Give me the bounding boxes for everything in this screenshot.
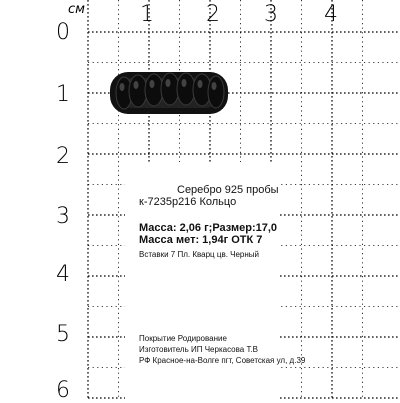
ruler-x-label-2: 2 xyxy=(206,2,220,27)
tag-coating: Покрытие Родирование xyxy=(139,334,227,343)
ruler-unit-label: см xyxy=(68,2,85,17)
ruler-y-label-6: 6 xyxy=(56,378,70,403)
gemstone-highlight xyxy=(150,80,155,88)
ruler-y-label-4: 4 xyxy=(56,262,70,287)
tag-article: к-7235р216 Кольцо xyxy=(139,196,237,208)
gemstone-highlight xyxy=(134,81,139,89)
gemstone-highlight xyxy=(212,82,217,90)
tag-manufacturer: Изготовитель ИП Черкасова Т.В xyxy=(139,345,258,354)
ruler-x-label-3: 3 xyxy=(264,2,278,27)
ruler-y-label-1: 1 xyxy=(56,82,70,107)
ruler-y-label-0: 0 xyxy=(56,20,70,45)
gemstone-highlight xyxy=(120,83,125,91)
tag-inserts: Вставки 7 Пл. Кварц цв. Черный xyxy=(139,250,260,259)
gemstone xyxy=(177,73,195,105)
gemstone-highlight xyxy=(198,80,203,88)
tag-weight-size: Масса: 2,06 г;Размер:17,0 xyxy=(139,222,278,234)
tag-material: Серебро 925 пробы xyxy=(177,184,279,196)
gemstone-highlight xyxy=(166,79,171,87)
gemstone xyxy=(208,76,224,108)
gemstone xyxy=(161,73,179,105)
gemstone xyxy=(129,75,147,107)
tag-address: РФ Красное-на-Волге пгт, Советская ул, д.39 xyxy=(139,356,306,365)
ruler-x-label-1: 1 xyxy=(140,2,154,27)
ring-jewelry xyxy=(110,72,228,114)
gemstone xyxy=(145,74,163,106)
tag-metal-weight: Масса мет: 1,94г ОТК 7 xyxy=(139,234,263,246)
gemstone-highlight xyxy=(182,79,187,87)
ruler-y-label-5: 5 xyxy=(56,322,70,347)
ruler-x-label-4: 4 xyxy=(324,2,338,27)
ruler-y-label-2: 2 xyxy=(56,144,70,169)
ruler-y-label-3: 3 xyxy=(56,204,70,229)
product-tag xyxy=(125,162,306,400)
